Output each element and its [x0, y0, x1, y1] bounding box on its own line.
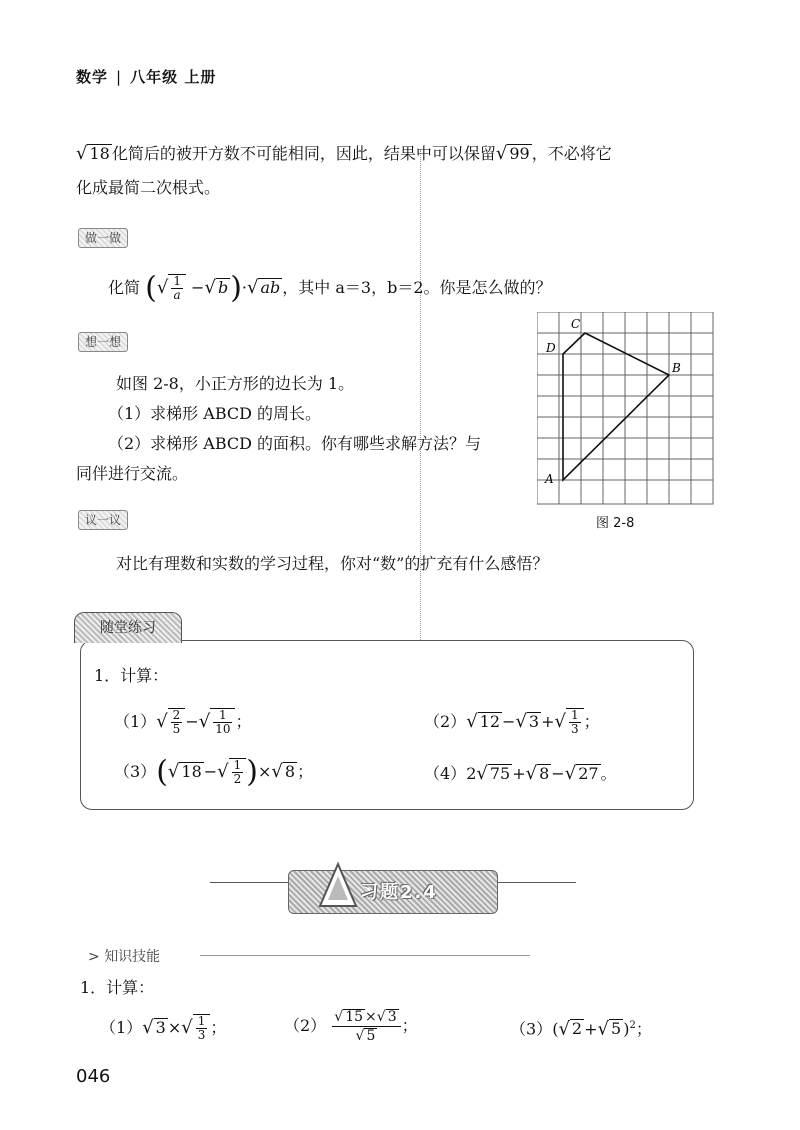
simplify-expression: 化简 (√ $\frac{1}{a}$ −√ b)·√ ab ，其中 a＝3，b＝2。你是怎么做的？ [108, 270, 552, 306]
page-number: 046 [76, 1066, 111, 1087]
fig-question-2: （2）求梯形 ABCD 的面积。你有哪些求解方法？与 [108, 434, 482, 453]
fig-question-2b: 同伴进行交流。 [76, 464, 189, 483]
figure-caption: 图 2-8 [596, 516, 635, 531]
intro-line-2: 化成最简二次根式。 [76, 178, 221, 197]
fig-question-1: （1）求梯形 ABCD 的周长。 [108, 404, 322, 423]
banner-line-left [210, 882, 290, 883]
practice-item-4: （4）2√ 75 +√ 8 −√ 27 。 [424, 763, 617, 784]
label-a: A [545, 472, 554, 486]
label-c: C [571, 317, 581, 331]
page-header [76, 66, 216, 87]
section-tag-discuss: 议一议 [78, 510, 128, 530]
exercise-banner-title: 习题2.4 [360, 882, 438, 903]
header-volume: 上册 [184, 68, 217, 86]
section-tag-think: 想一想 [78, 332, 128, 352]
practice-item-1: （1）√ $\frac{2}{5}$ −√ $\frac{1}{10}$ ； [114, 708, 252, 736]
label-b: B [672, 361, 681, 375]
header-grade: 八年级 [130, 68, 179, 86]
knowledge-skills-label: > 知识技能 [88, 949, 161, 965]
triangle-icon [318, 860, 358, 910]
banner-line-right [496, 882, 576, 883]
practice-item-2: （2）√ 12 −√ 3 +√ $\frac{1}{3}$ ； [424, 708, 600, 736]
section-tag-do: 做一做 [78, 228, 128, 248]
exercise-item-3: （3）(√ 2 +√ 5 )$^2$； [510, 1018, 652, 1040]
practice-item-3: （3）(√ 18 −√ $\frac{1}{2}$ )×√ 8 ； [114, 754, 314, 790]
header-subject: 数学 [76, 68, 109, 86]
practice-title: 1．计算： [94, 666, 169, 685]
knowledge-line [200, 955, 530, 956]
reflection-question: 对比有理数和实数的学习过程，你对“数”的扩充有什么感悟？ [116, 554, 549, 573]
trapezoid-figure [537, 312, 717, 508]
exercise-title: 1．计算： [80, 978, 155, 997]
trapezoid-abcd [563, 333, 669, 480]
intro-line-1: √ 18 化简后的被开方数不可能相同，因此，结果中可以保留√ 99 ，不必将它 [76, 143, 612, 164]
exercise-item-1: （1）√ 3 ×√ $\frac{1}{3}$ ； [100, 1014, 227, 1042]
exercise-item-2: （2） $\frac{√ 15 \times√ 3}{√ 5}$ ； [284, 1009, 418, 1044]
practice-tab: 随堂练习 [74, 612, 182, 643]
header-separator: | [116, 68, 123, 86]
fig-intro: 如图 2-8，小正方形的边长为 1。 [116, 374, 355, 393]
label-d: D [546, 341, 556, 355]
chevron-right-icon: > [88, 949, 100, 965]
